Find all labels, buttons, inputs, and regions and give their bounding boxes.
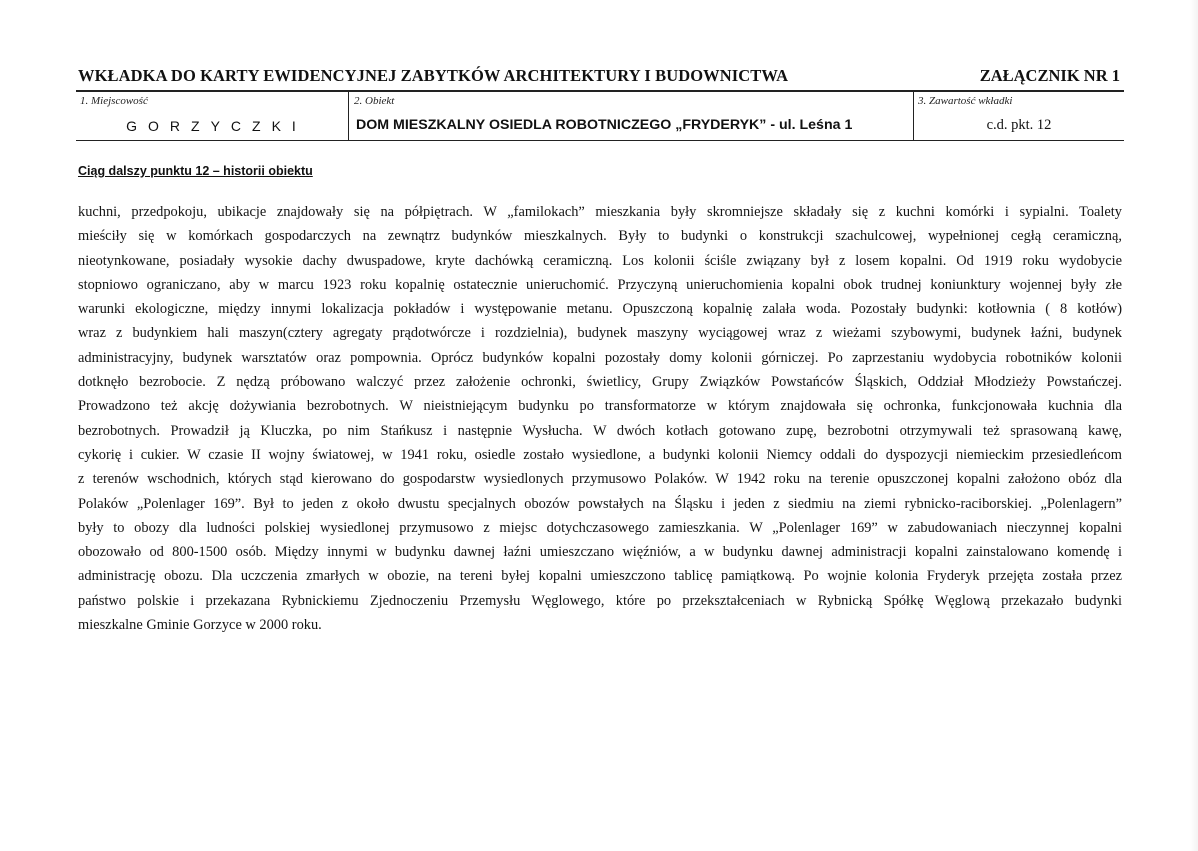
body-line: nieotynkowane, posiadały wysokie dachy dwuspadowe, kryte dachówką ceramiczną. Los kolonii ściśle związany był z losem kopalni. Od 1919 roku wydobycie [78, 252, 1122, 269]
body-line: administrację obozu. Dla uczczenia zmarłych w obozie, na tereni byłej kopalni umieszczono tablicę pamiątkową. Po wojnie kolonia Fryderyk przejęta została przez [78, 568, 1122, 585]
object-label: 2. Obiekt [354, 95, 395, 107]
body-line: były to obozy dla ludności polskiej wysiedlonej przymusowo z miejsc dotychczasowego zamieszkania. W „Polenlager 169” w zabudowaniach nieczynnej kopalni [78, 519, 1122, 536]
header-rule-top [76, 90, 1124, 92]
body-line: Prowadzono też akcję dożywiania bezrobotnych. W nieistniejącym budynku po transformatorze w którym znajdowała się ochronka, funkcjonowała kuchnia dla [78, 398, 1122, 415]
body-line: stopniowo ograniczano, aby w marcu 1923 roku kopalnię ostatecznie unieruchomić. Przyczyną unieruchomienia kopalni obok trudnej koniunktury wojennej były złe [78, 276, 1122, 293]
object-value: DOM MIESZKALNY OSIEDLA ROBOTNICZEGO „FRYDERYK” - ul. Leśna 1 [356, 117, 853, 133]
field-divider-1 [348, 91, 349, 140]
body-line: obozowało od 800-1500 osób. Między innymi w budynku dawnej łaźni umieszczano więźniów, a w budynku dawnej administracji kopalni zainstalowano komendę i [78, 544, 1122, 561]
content-label: 3. Zawartość wkładki [918, 95, 1013, 107]
body-line: warunki ekologiczne, między innymi lokalizacja pokładów i występowanie metanu. Opuszczoną kopalnię zalała woda. Pozostały budynki: kotłownia ( 8 kotłów) [78, 301, 1122, 318]
location-value: GORZYCZKI [126, 118, 307, 134]
body-line: Polaków „Polenlager 169”. Był to jeden z około dwustu specjalnych obozów powstałych na Śląsku i jeden z siedmiu na ziemi rybnicko-raciborskiej. „Polenlagern” [78, 495, 1122, 512]
header-rule-bottom [76, 140, 1124, 141]
body-line: kuchni, przedpokoju, ubikacje znajdowały się na półpiętrach. W „familokach” mieszkania były skromniejsze składały się z kuchni komórki i sypialni. Toalety [78, 204, 1122, 220]
section-heading: Ciąg dalszy punktu 12 – historii obiektu [78, 164, 313, 178]
annex-number: ZAŁĄCZNIK NR 1 [979, 66, 1120, 85]
location-label: 1. Miejscowość [80, 95, 148, 107]
body-line: dotknęło bezrobocie. Z nędzą próbowano walczyć przez założenie ochronki, świetlicy, Grupy Związków Powstańców Śląskich, Oddział Młodzieży Powstańczej. [78, 374, 1122, 391]
document-title: WKŁADKA DO KARTY EWIDENCYJNEJ ZABYTKÓW ARCHITEKTURY I BUDOWNICTWA [78, 66, 789, 85]
body-line: państwo polskie i przekazana Rybnickiemu Zjednoczeniu Przemysłu Węglowego, które po przekształceniach w Rybnicką Spółkę Węglową przekazało budynki [78, 592, 1122, 609]
body-line: z terenów wschodnich, których stąd kierowano do gospodarstw wysiedlonych przymusowo Polaków. W 1942 roku na terenie opuszczonej kopalni założono obóz dla [78, 471, 1122, 488]
content-value: c.d. pkt. 12 [986, 117, 1052, 133]
scan-edge [1190, 0, 1198, 851]
body-line: cykorię i cukier. W czasie II wojny światowej, w 1941 roku, osiedle zostało wysiedlone, a budynki kolonii Niemcy oddali do dyspozycji niemieckim przesiedleńcom [78, 446, 1122, 463]
body-line: mieszkalne Gminie Gorzyce w 2000 roku. [78, 617, 322, 634]
history-body-text [78, 200, 1122, 637]
body-line: bezrobotnych. Prowadził ją Kluczka, po nim Stańkusz i następnie Wysłucha. W dwóch kotłach gotowano zupę, bezrobotni otrzymywali też sprasowaną kawę, [78, 422, 1122, 439]
body-line: mieściły się w komórkach gospodarczych na zewnątrz budynków mieszkalnych. Były to budynki o konstrukcji szachulcowej, wypełnionej cegłą ceramiczną, [78, 228, 1122, 245]
body-line: administracyjny, budynek warsztatów oraz pompownia. Oprócz budynków kopalni pozostały domy kolonii górniczej. Po zaprzestaniu wydobycia robotników kolonii [78, 349, 1122, 366]
body-line: wraz z budynkiem hali maszyn(cztery agregaty prądotwórcze i rozdzielnia), budynek maszyny wyciągowej wraz z wieżami szybowymi, budynek łaźni, budynek [78, 325, 1122, 342]
